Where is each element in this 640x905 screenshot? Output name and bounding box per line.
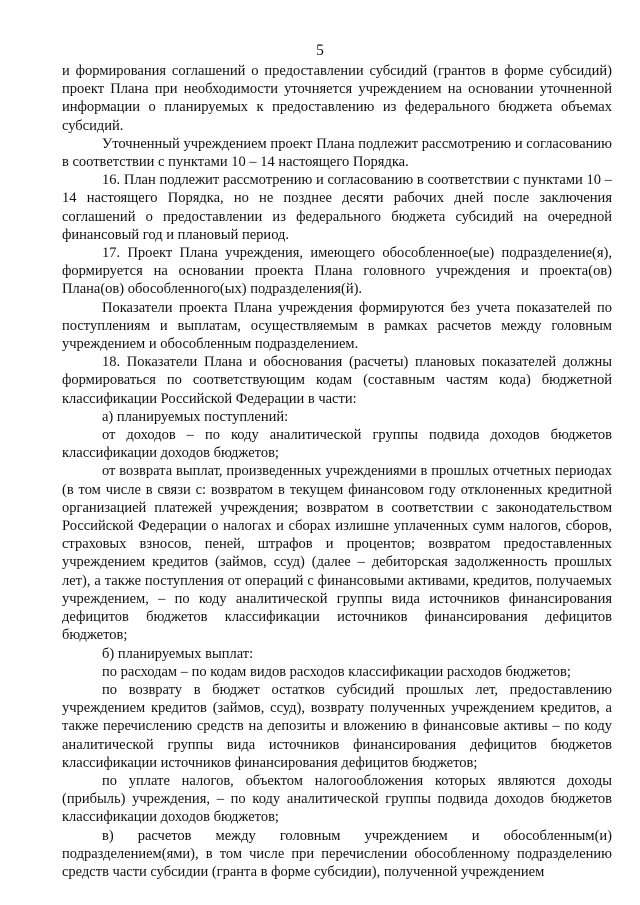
paragraph: по уплате налогов, объектом налогообложения которых являются доходы (прибыль) учреждения, – по коду аналитической группы подвида доходов бюджетов классификации доходов бюджетов; [62, 772, 612, 826]
list-heading: б) планируемых выплат: [102, 645, 254, 662]
list-heading: а) планируемых поступлений: [102, 408, 289, 425]
paragraph: по расходам – по кодам видов расходов классификации расходов бюджетов; [102, 663, 571, 680]
paragraph: 18. Показатели Плана и обоснования (расчеты) плановых показателей должны формироваться по соответствующим кодам (составным частям кода) бюджетной классификации Российской Федерации в части: [62, 354, 612, 407]
paragraph: и формирования соглашений о предоставлении субсидий (грантов в форме субсидий) проект Плана при необходимости уточняется учреждением на основании уточненной информации о планируемых к предоставлению из федерального бюджета объемах субсидий. [62, 63, 612, 134]
paragraph: 17. Проект Плана учреждения, имеющего обособленное(ые) подразделение(я), формируется на основании проекта Плана головного учреждения и проекта(ов) Плана(ов) обособленного(ых) подразделения(й). [62, 245, 612, 298]
paragraph: от возврата выплат, произведенных учреждениями в прошлых отчетных периодах (в том числе в связи с: возвратом в текущем финансовом году отклоненных кредитной организацией платежей учреждения; возвратом в соответствии с законодательством Российской Федерации о налогах и сборах излишне уплаченных сумм налогов, сборов, страховых взносов, пеней, штрафов и процентов; возвратом предоставленных учреждением кредитов (займов, ссуд) (далее – дебиторская задолженность прошлых лет), а также поступления от операций с финансовыми активами, кредитов, получаемых учреждением, – по коду аналитической группы вида источников финансирования дефицитов бюджетов классификации источников финансирования дефицитов бюджетов; [62, 463, 612, 644]
paragraph: Показатели проекта Плана учреждения формируются без учета показателей по поступлениям и выплатам, осуществляемым в рамках расчетов между головным учреждением и обособленным подразделением. [62, 299, 612, 353]
page-number: 5 [316, 42, 324, 59]
paragraph: 16. План подлежит рассмотрению и согласованию в соответствии с пунктами 10 – 14 настоящего Порядка, но не позднее десяти рабочих дней после заключения соглашений о предоставлении из федерального бюджета субсидий на очередной финансовый год и плановый период. [62, 172, 612, 243]
paragraph: Уточненный учреждением проект Плана подлежит рассмотрению и согласованию в соответствии с пунктами 10 – 14 настоящего Порядка. [62, 135, 612, 171]
paragraph: в) расчетов между головным учреждением и обособленным(и) подразделением(ями), в том числе при перечислении обособленному подразделению средств части субсидии (гранта в форме субсидии), полученной учреждением [62, 827, 612, 880]
paragraph: по возврату в бюджет остатков субсидий прошлых лет, предоставлению учреждением кредитов (займов, ссуд), возврату полученных учреждением кредитов, а также перечислению средств на депозиты и вложению в финансовые активы – по коду аналитической группы вида источников финансирования дефицитов бюджетов классификации источников финансирования дефицитов бюджетов; [62, 681, 612, 771]
paragraph: от доходов – по коду аналитической группы подвида доходов бюджетов классификации доходов бюджетов; [62, 427, 612, 462]
document-body [62, 62, 612, 881]
